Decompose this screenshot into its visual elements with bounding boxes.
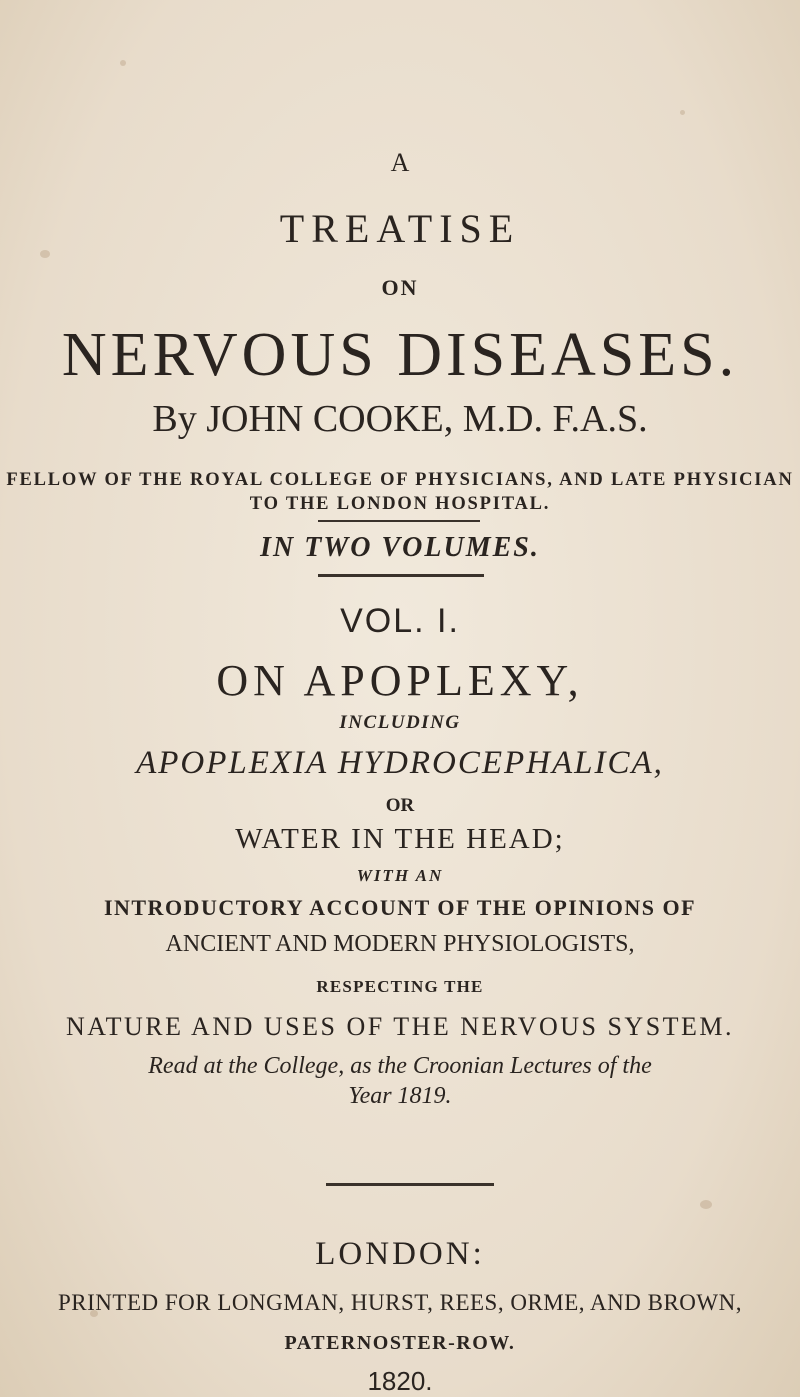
nature-line: NATURE AND USES OF THE NERVOUS SYSTEM. (65, 1012, 735, 1041)
imprint-printer: PRINTED FOR LONGMAN, HURST, REES, ORME, AND BROWN, (58, 1290, 742, 1315)
included-subject: APOPLEXIA HYDROCEPHALICA, (136, 745, 664, 781)
respecting-label: RESPECTING THE (316, 977, 484, 996)
with-an-label: WITH AN (356, 866, 444, 885)
title-subject: NERVOUS DISEASES. (61, 321, 739, 389)
imprint-place: LONDON: (315, 1236, 485, 1272)
read-line-1: Read at the College, as the Croonian Lectures of the (148, 1053, 652, 1079)
volume-number: VOL. I. (340, 602, 460, 640)
imprint-street: PATERNOSTER-ROW. (284, 1332, 516, 1354)
intro-line-2: ANCIENT AND MODERN PHYSIOLOGISTS, (165, 931, 635, 957)
author-line: By JOHN COOKE, M.D. F.A.S. (152, 398, 648, 440)
imprint-year: 1820. (367, 1366, 433, 1396)
author-credentials-2: TO THE LONDON HOSPITAL. (249, 494, 551, 514)
foxing-spot (680, 110, 685, 115)
divider-rule (326, 1183, 494, 1186)
or-label: OR (385, 795, 415, 816)
author-credentials-1: FELLOW OF THE ROYAL COLLEGE OF PHYSICIANS, AND LATE PHYSICIAN (6, 470, 794, 490)
intro-line-1: INTRODUCTORY ACCOUNT OF THE OPINIONS OF (103, 895, 697, 920)
foxing-spot (700, 1200, 712, 1209)
title-article: A (390, 148, 410, 177)
title-preposition: ON (381, 275, 419, 300)
foxing-spot (120, 60, 126, 66)
title-main-word: TREATISE (279, 206, 521, 251)
volumes-note: IN TWO VOLUMES. (260, 532, 540, 563)
divider-rule (318, 520, 480, 522)
divider-rule (318, 574, 484, 577)
alternate-name: WATER IN THE HEAD; (235, 823, 565, 855)
including-label: INCLUDING (339, 712, 461, 733)
volume-subject: ON APOPLEXY, (216, 656, 584, 705)
read-line-2: Year 1819. (348, 1083, 452, 1109)
